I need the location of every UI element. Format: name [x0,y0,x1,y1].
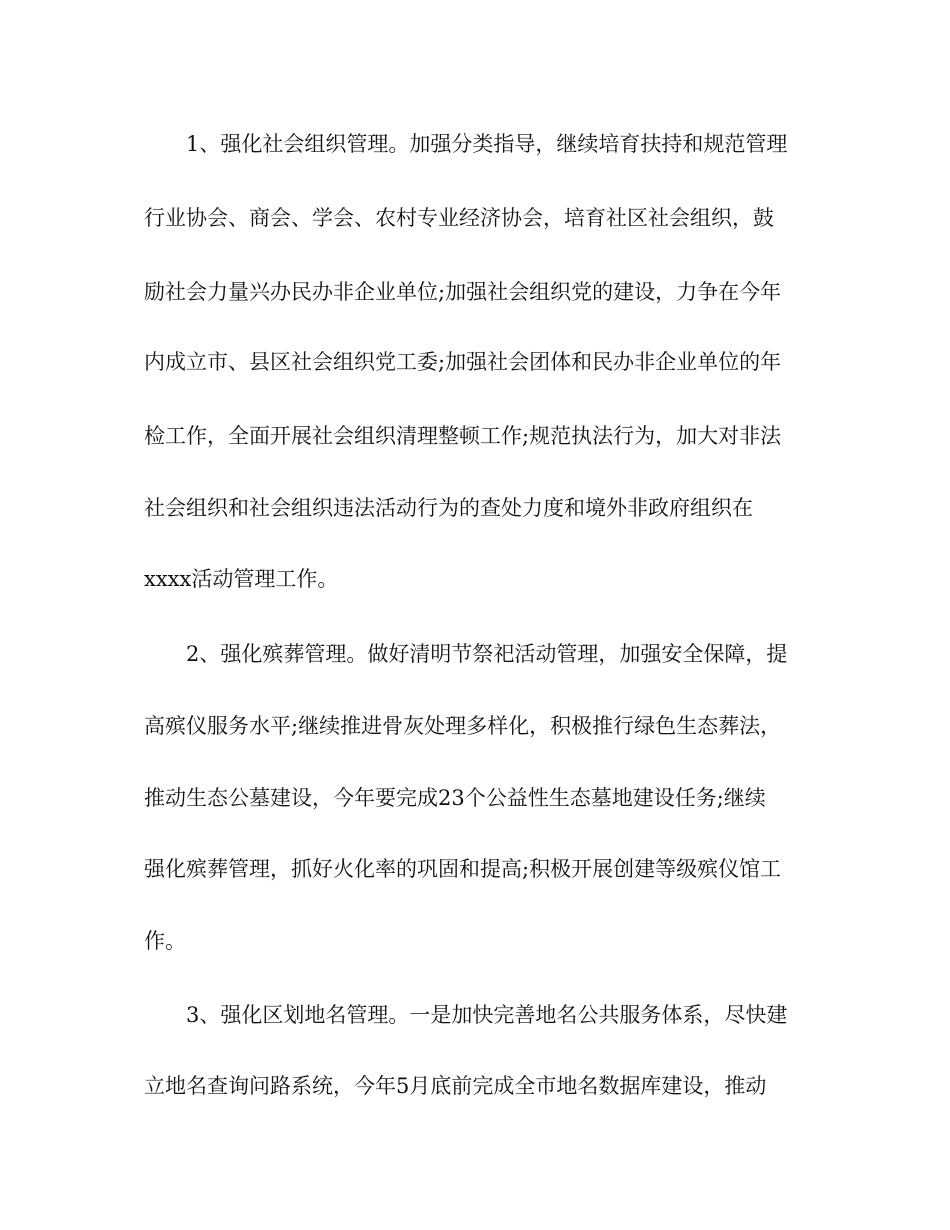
paragraph-1-line-7: xxxx活动管理工作。 [144,567,339,591]
paragraph-1-line-1: 1、强化社会组织管理。加强分类指导，继续培育扶持和规范管理 [186,132,788,156]
paragraph-3-line-1: 3、强化区划地名管理。一是加快完善地名公共服务体系，尽快建 [186,1003,788,1027]
paragraph-2-line-5: 作。 [144,929,186,953]
paragraph-1-line-2: 行业协会、商会、学会、农村专业经济协会，培育社区社会组织，鼓 [144,206,774,230]
paragraph-2-line-4: 强化殡葬管理，抓好火化率的巩固和提高;积极开展创建等级殡仪馆工 [144,857,782,881]
paragraph-1-line-6: 社会组织和社会组织违法活动行为的查处力度和境外非政府组织在 [144,496,753,520]
paragraph-1-line-4: 内成立市、县区社会组织党工委;加强社会团体和民办非企业单位的年 [144,350,782,374]
paragraph-2-line-3: 推动生态公墓建设，今年要完成23个公益性生态墓地建设任务;继续 [144,786,766,810]
paragraph-2-line-2: 高殡仪服务水平;继续推进骨灰处理多样化，积极推行绿色生态葬法， [144,714,782,738]
paragraph-1-line-5: 检工作，全面开展社会组织清理整顿工作;规范执法行为，加大对非法 [144,424,782,448]
paragraph-2-line-1: 2、强化殡葬管理。做好清明节祭祀活动管理，加强安全保障，提 [186,642,788,666]
paragraph-1-line-3: 励社会力量兴办民办非企业单位;加强社会组织党的建设，力争在今年 [144,280,782,304]
paragraph-3-line-2: 立地名查询问路系统，今年5月底前完成全市地名数据库建设，推动 [144,1074,767,1098]
